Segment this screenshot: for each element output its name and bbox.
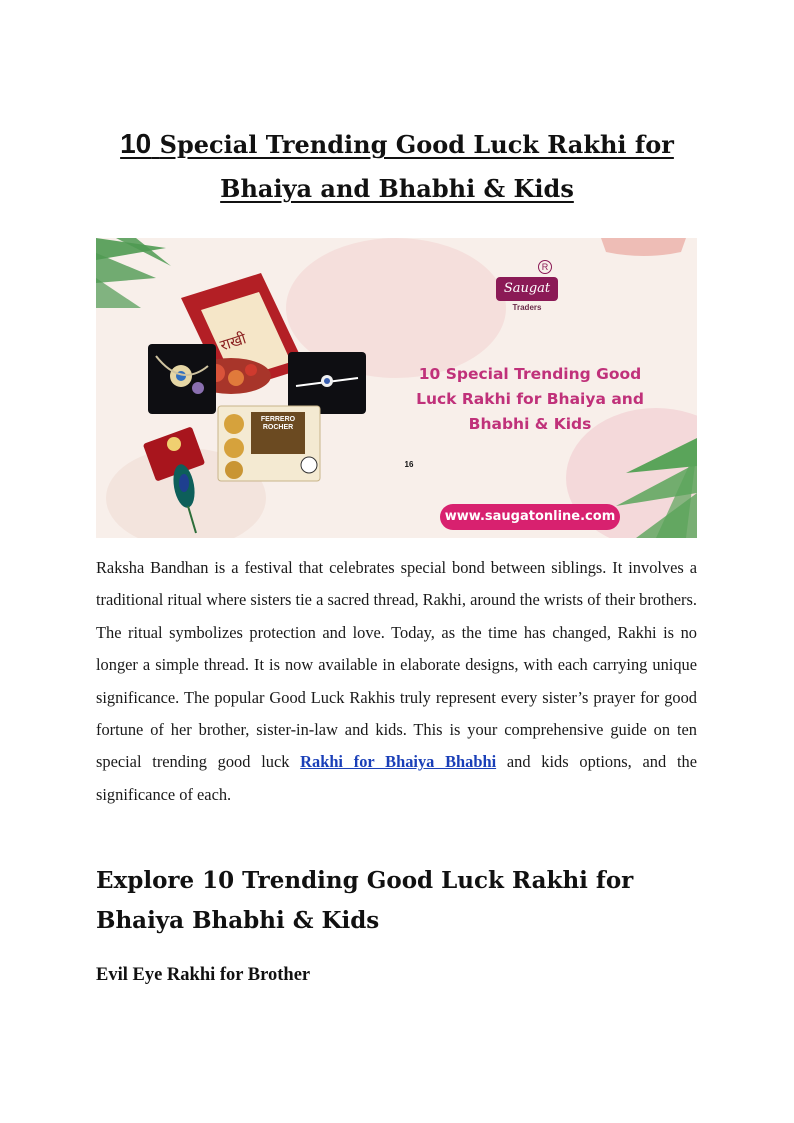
page-title [96, 122, 698, 211]
brand-logo: Saugat [496, 277, 558, 301]
banner-headline-line3: Bhabhi & Kids [468, 415, 592, 433]
section-heading-line2: Bhaiya Bhabhi & Kids [96, 907, 380, 934]
hero-banner-image [96, 238, 697, 538]
title-line1: Special Trending Good Luck Rakhi for [159, 130, 674, 159]
title-number: 10 [120, 128, 152, 159]
subheading-evil-eye-rakhi: Evil Eye Rakhi for Brother [96, 965, 311, 985]
rakhi-for-bhaiya-bhabhi-link[interactable]: Rakhi for Bhaiya Bhabhi [300, 752, 497, 772]
rakhi-box-left [148, 344, 216, 414]
intro-paragraph [96, 552, 697, 811]
registered-mark: R [538, 260, 552, 274]
banner-headline [414, 362, 646, 437]
intro-text-before-link: Raksha Bandhan is a festival that celebrates special bond between siblings. It involves a traditional ritual where sisters tie a sacred thread, Rakhi, around the wrists of their brothers. The ritual symbolizes protection and love. Today, as the time has changed, Rakhi is no longer a simple thread. It is now available in elaborate designs, with each carrying unique significance. The popular Good Luck Rakhis truly represent every sister’s prayer for good fortune of her brother, sister-in-law and kids. This is your comprehensive guide on ten special trending good luck [96, 558, 697, 772]
ferrero-count: 16 [404, 460, 414, 469]
section-heading-line1: Explore 10 Trending Good Luck Rakhi for [96, 867, 634, 894]
title-line2: Bhaiya and Bhabhi & Kids [220, 174, 574, 203]
banner-headline-line2: Luck Rakhi for Bhaiya and [416, 390, 644, 408]
banner-headline-line1: 10 Special Trending Good [418, 365, 642, 383]
intro-text-after-link: and kids options, and the significance of each. [96, 752, 697, 804]
brand-subtitle: Traders [512, 303, 542, 312]
banner-url-pill: www.saugatonline.com [440, 504, 620, 530]
rakhi-box-right [288, 352, 366, 414]
rakhi-card-text: राखी [217, 329, 249, 355]
section-heading [96, 861, 696, 941]
palm-leaf-topleft [96, 238, 171, 308]
ferrero-label-1: FERRERO [260, 416, 296, 423]
ferrero-label [253, 416, 303, 432]
ferrero-label-2: ROCHER [262, 424, 294, 431]
